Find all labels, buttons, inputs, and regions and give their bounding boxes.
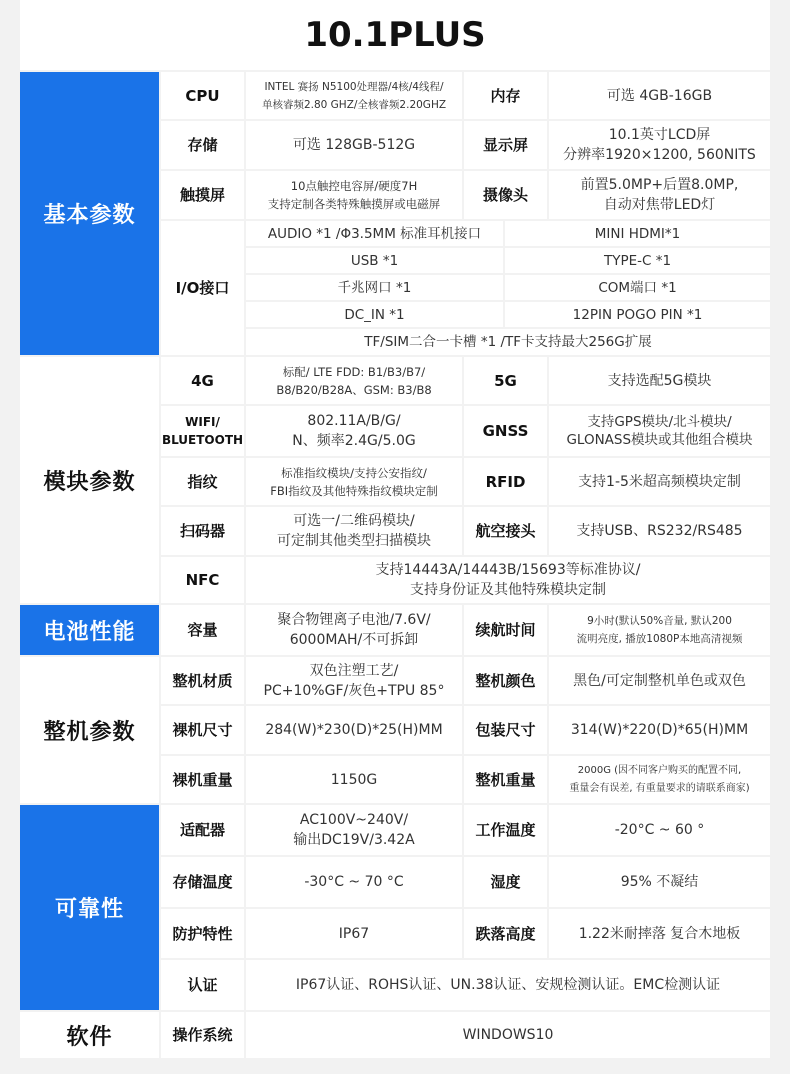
value-rfid: 支持1-5米超高频模块定制 [549,458,770,505]
io-tf-sim: TF/SIM二合一卡槽 *1 /TF卡支持最大256G扩展 [246,329,770,355]
label-os: 操作系统 [161,1012,244,1058]
value-adapter: AC100V~240V/ 输出DC19V/3.42A [246,805,462,855]
value-memory: 可选 4GB-16GB [549,72,770,119]
section-module-params: 模块参数 [20,357,159,603]
value-storage-temp: -30°C ~ 70 °C [246,857,462,907]
label-storage-temp: 存储温度 [161,857,244,907]
value-device-weight: 1150G [246,756,462,803]
section-software: 软件 [20,1012,159,1058]
value-fingerprint: 标准指纹模块/支持公安指纹/ FBI指纹及其他特殊指纹模块定制 [246,458,462,505]
io-dc-in: DC_IN *1 [246,302,503,327]
label-display: 显示屏 [464,121,547,169]
label-storage: 存储 [161,121,244,169]
label-adapter: 适配器 [161,805,244,855]
value-battery-life: 9小时(默认50%音量, 默认200 流明亮度, 播放1080P本地高清视频 [549,605,770,655]
value-color: 黑色/可定制整机单色或双色 [549,657,770,704]
label-fingerprint: 指纹 [161,458,244,505]
label-nfc: NFC [161,557,244,603]
label-aviation-connector: 航空接头 [464,507,547,555]
value-os: WINDOWS10 [246,1012,770,1058]
value-operating-temp: -20°C ~ 60 ° [549,805,770,855]
page-title: 10.1PLUS [20,0,770,70]
label-battery-life: 续航时间 [464,605,547,655]
value-protection: IP67 [246,909,462,958]
label-memory: 内存 [464,72,547,119]
label-device-weight: 裸机重量 [161,756,244,803]
value-touchscreen: 10点触控电容屏/硬度7H 支持定制各类特殊触摸屏或电磁屏 [246,171,462,219]
label-humidity: 湿度 [464,857,547,907]
label-material: 整机材质 [161,657,244,704]
value-certification: IP67认证、ROHS认证、UN.38认证、安规检测认证。EMC检测认证 [246,960,770,1010]
label-io: I/O接口 [161,221,244,355]
value-material: 双色注塑工艺/ PC+10%GF/灰色+TPU 85° [246,657,462,704]
value-gnss: 支持GPS模块/北斗模块/ GLONASS模块或其他组合模块 [549,406,770,456]
section-reliability: 可靠性 [20,805,159,1010]
label-certification: 认证 [161,960,244,1010]
label-device-size: 裸机尺寸 [161,706,244,754]
value-cpu: INTEL 赛扬 N5100处理器/4核/4线程/ 单核睿频2.80 GHZ/全核睿频2.20GHZ [246,72,462,119]
value-drop-height: 1.22米耐摔落 复合木地板 [549,909,770,958]
value-camera: 前置5.0MP+后置8.0MP, 自动对焦带LED灯 [549,171,770,219]
section-basic-params: 基本参数 [20,72,159,355]
label-cpu: CPU [161,72,244,119]
label-4g: 4G [161,357,244,404]
io-pogo-pin: 12PIN POGO PIN *1 [505,302,770,327]
label-operating-temp: 工作温度 [464,805,547,855]
value-package-size: 314(W)*220(D)*65(H)MM [549,706,770,754]
label-wifi-bluetooth: WIFI/ BLUETOOTH [161,406,244,456]
label-drop-height: 跌落高度 [464,909,547,958]
value-nfc: 支持14443A/14443B/15693等标准协议/ 支持身份证及其他特殊模块定制 [246,557,770,603]
io-type-c: TYPE-C *1 [505,248,770,273]
label-protection: 防护特性 [161,909,244,958]
value-4g: 标配/ LTE FDD: B1/B3/B7/ B8/B20/B28A、GSM: B3/B8 [246,357,462,404]
value-scanner: 可选一/二维码模块/ 可定制其他类型扫描模块 [246,507,462,555]
value-total-weight: 2000G (因不同客户购买的配置不同, 重量会有误差, 有重量要求的请联系商家) [549,756,770,803]
label-color: 整机颜色 [464,657,547,704]
io-mini-hdmi: MINI HDMI*1 [505,221,770,246]
label-camera: 摄像头 [464,171,547,219]
io-ethernet: 千兆网口 *1 [246,275,503,300]
spec-sheet [20,0,770,1074]
io-usb: USB *1 [246,248,503,273]
label-rfid: RFID [464,458,547,505]
io-com: COM端口 *1 [505,275,770,300]
section-battery: 电池性能 [20,605,159,655]
label-capacity: 容量 [161,605,244,655]
value-humidity: 95% 不凝结 [549,857,770,907]
value-capacity: 聚合物锂离子电池/7.6V/ 6000MAH/不可拆卸 [246,605,462,655]
io-audio: AUDIO *1 /Φ3.5MM 标准耳机接口 [246,221,503,246]
label-5g: 5G [464,357,547,404]
label-package-size: 包装尺寸 [464,706,547,754]
label-gnss: GNSS [464,406,547,456]
value-storage: 可选 128GB-512G [246,121,462,169]
value-device-size: 284(W)*230(D)*25(H)MM [246,706,462,754]
value-display: 10.1英寸LCD屏 分辨率1920×1200, 560NITS [549,121,770,169]
label-total-weight: 整机重量 [464,756,547,803]
label-touchscreen: 触摸屏 [161,171,244,219]
label-scanner: 扫码器 [161,507,244,555]
value-5g: 支持选配5G模块 [549,357,770,404]
value-aviation-connector: 支持USB、RS232/RS485 [549,507,770,555]
section-machine-params: 整机参数 [20,657,159,803]
value-wifi: 802.11A/B/G/ N、频率2.4G/5.0G [246,406,462,456]
